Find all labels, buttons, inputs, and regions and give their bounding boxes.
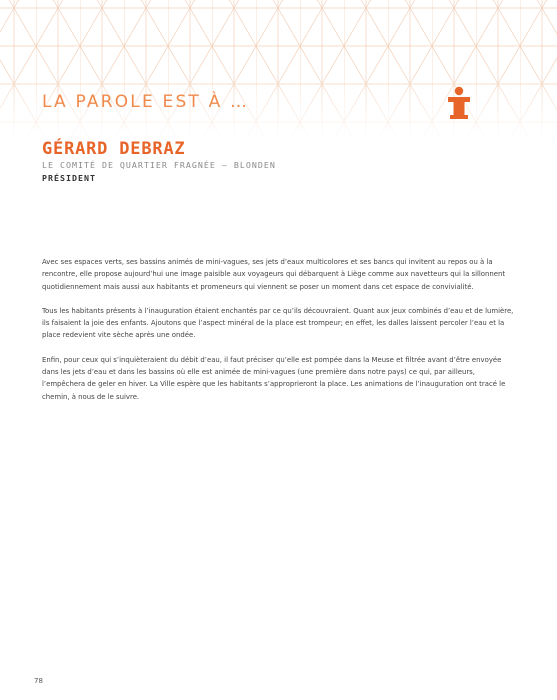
body-paragraph: Avec ses espaces verts, ses bassins animés de mini-vagues, ses jets d’eaux multicolores et ses bancs qui invitent au repos ou à la rencontre, elle propose aujourd’hui une image paisible aux voyageurs qui débarquent à Liège comme aux navetteurs qui la sillonnent quotidiennement mais aussi aux habitants et promeneurs qui viennent se poser un moment dans cet espace de convivialité. xyxy=(42,258,506,291)
organization-name: LE COMITÉ DE QUARTIER FRAGNÉE – BLONDEN xyxy=(42,160,276,170)
person-name: GÉRARD DEBRAZ xyxy=(42,139,186,159)
person-role: PRÉSIDENT xyxy=(42,173,96,183)
page-number: 78 xyxy=(34,677,43,685)
triangle-pattern-background xyxy=(0,0,557,140)
body-paragraph: Enfin, pour ceux qui s’inquièteraient du débit d’eau, il faut préciser qu’elle est pompée dans la Meuse et filtrée avant d’être envoyée dans les jets d’eau et dans les bassins où elle est animée de mini-vagues (une première dans notre pays) ce qui, par ailleurs, l’empêchera de geler en hiver. La Ville espère que les habitants s’approprieront la place. Les animations de l’inauguration ont tracé le chemin, à nous de le suivre. xyxy=(42,355,506,401)
section-title: LA PAROLE EST À … xyxy=(42,92,250,112)
body-paragraph: Tous les habitants présents à l’inauguration étaient enchantés par ce qu’ils découvraient. Quant aux jeux combinés d’eau et de lumière, ils faisaient la joie des enfants. Ajoutons que l’aspect minéral de la place est trompeur; en effet, les dalles laissent percoler l’eau et la place redevient vite sèche après une ondée. xyxy=(42,306,514,340)
article-body xyxy=(42,256,516,415)
podium-speaker-icon xyxy=(446,86,472,120)
